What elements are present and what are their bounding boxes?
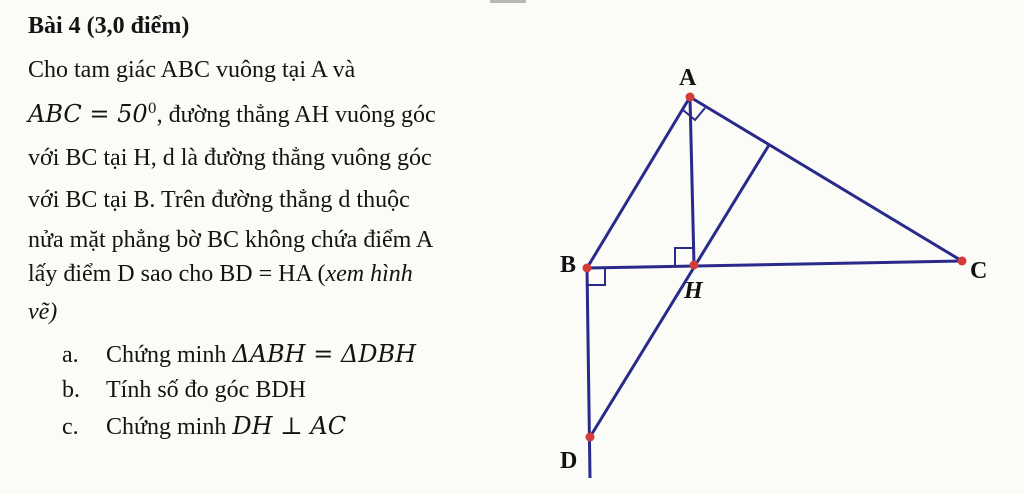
point-a [686, 93, 695, 102]
point-c [958, 257, 967, 266]
task-a: a. Chứng minh ΔABH = ΔDBH [62, 340, 417, 368]
problem-line-1: Cho tam giác ABC vuông tại A và [28, 57, 356, 83]
point-d [586, 433, 595, 442]
label-d: D [560, 448, 578, 474]
problem-line-2: ABC = $50^0$, đường thẳng AH vuông góc [28, 100, 436, 128]
label-c: C [970, 258, 988, 284]
segment-ah [690, 97, 694, 265]
label-b: B [560, 252, 577, 278]
point-b [583, 264, 592, 273]
top-edge-mark [490, 0, 526, 3]
task-c: c. Chứng minh DH ⊥ AC [62, 412, 347, 440]
right-angle-mark-h [675, 248, 694, 265]
right-angle-mark-b [588, 268, 605, 285]
problem-line-5: nửa mặt phẳng bờ BC không chứa điểm A [28, 227, 434, 253]
problem-line-4: với BC tại B. Trên đường thẳng d thuộc [28, 187, 410, 213]
task-b: b. Tính số đo góc BDH [62, 377, 306, 403]
label-a: A [679, 65, 697, 91]
segment-dh-extended [590, 145, 769, 437]
segment-bc [587, 261, 962, 268]
segment-ab [587, 97, 690, 268]
right-angle-mark-a [683, 108, 705, 120]
problem-line-3: với BC tại H, d là đường thẳng vuông góc [28, 145, 432, 171]
problem-line-6: lấy điểm D sao cho BD = HA (xem hình [28, 261, 413, 287]
segment-line-d [587, 268, 590, 478]
problem-title: Bài 4 (3,0 điểm) [28, 13, 190, 39]
problem-line-7: vẽ) [28, 299, 58, 325]
label-h: H [684, 278, 703, 304]
angle-expression: ABC = $50^0$ [28, 100, 157, 128]
segment-ac [690, 97, 962, 261]
point-h [690, 261, 699, 270]
